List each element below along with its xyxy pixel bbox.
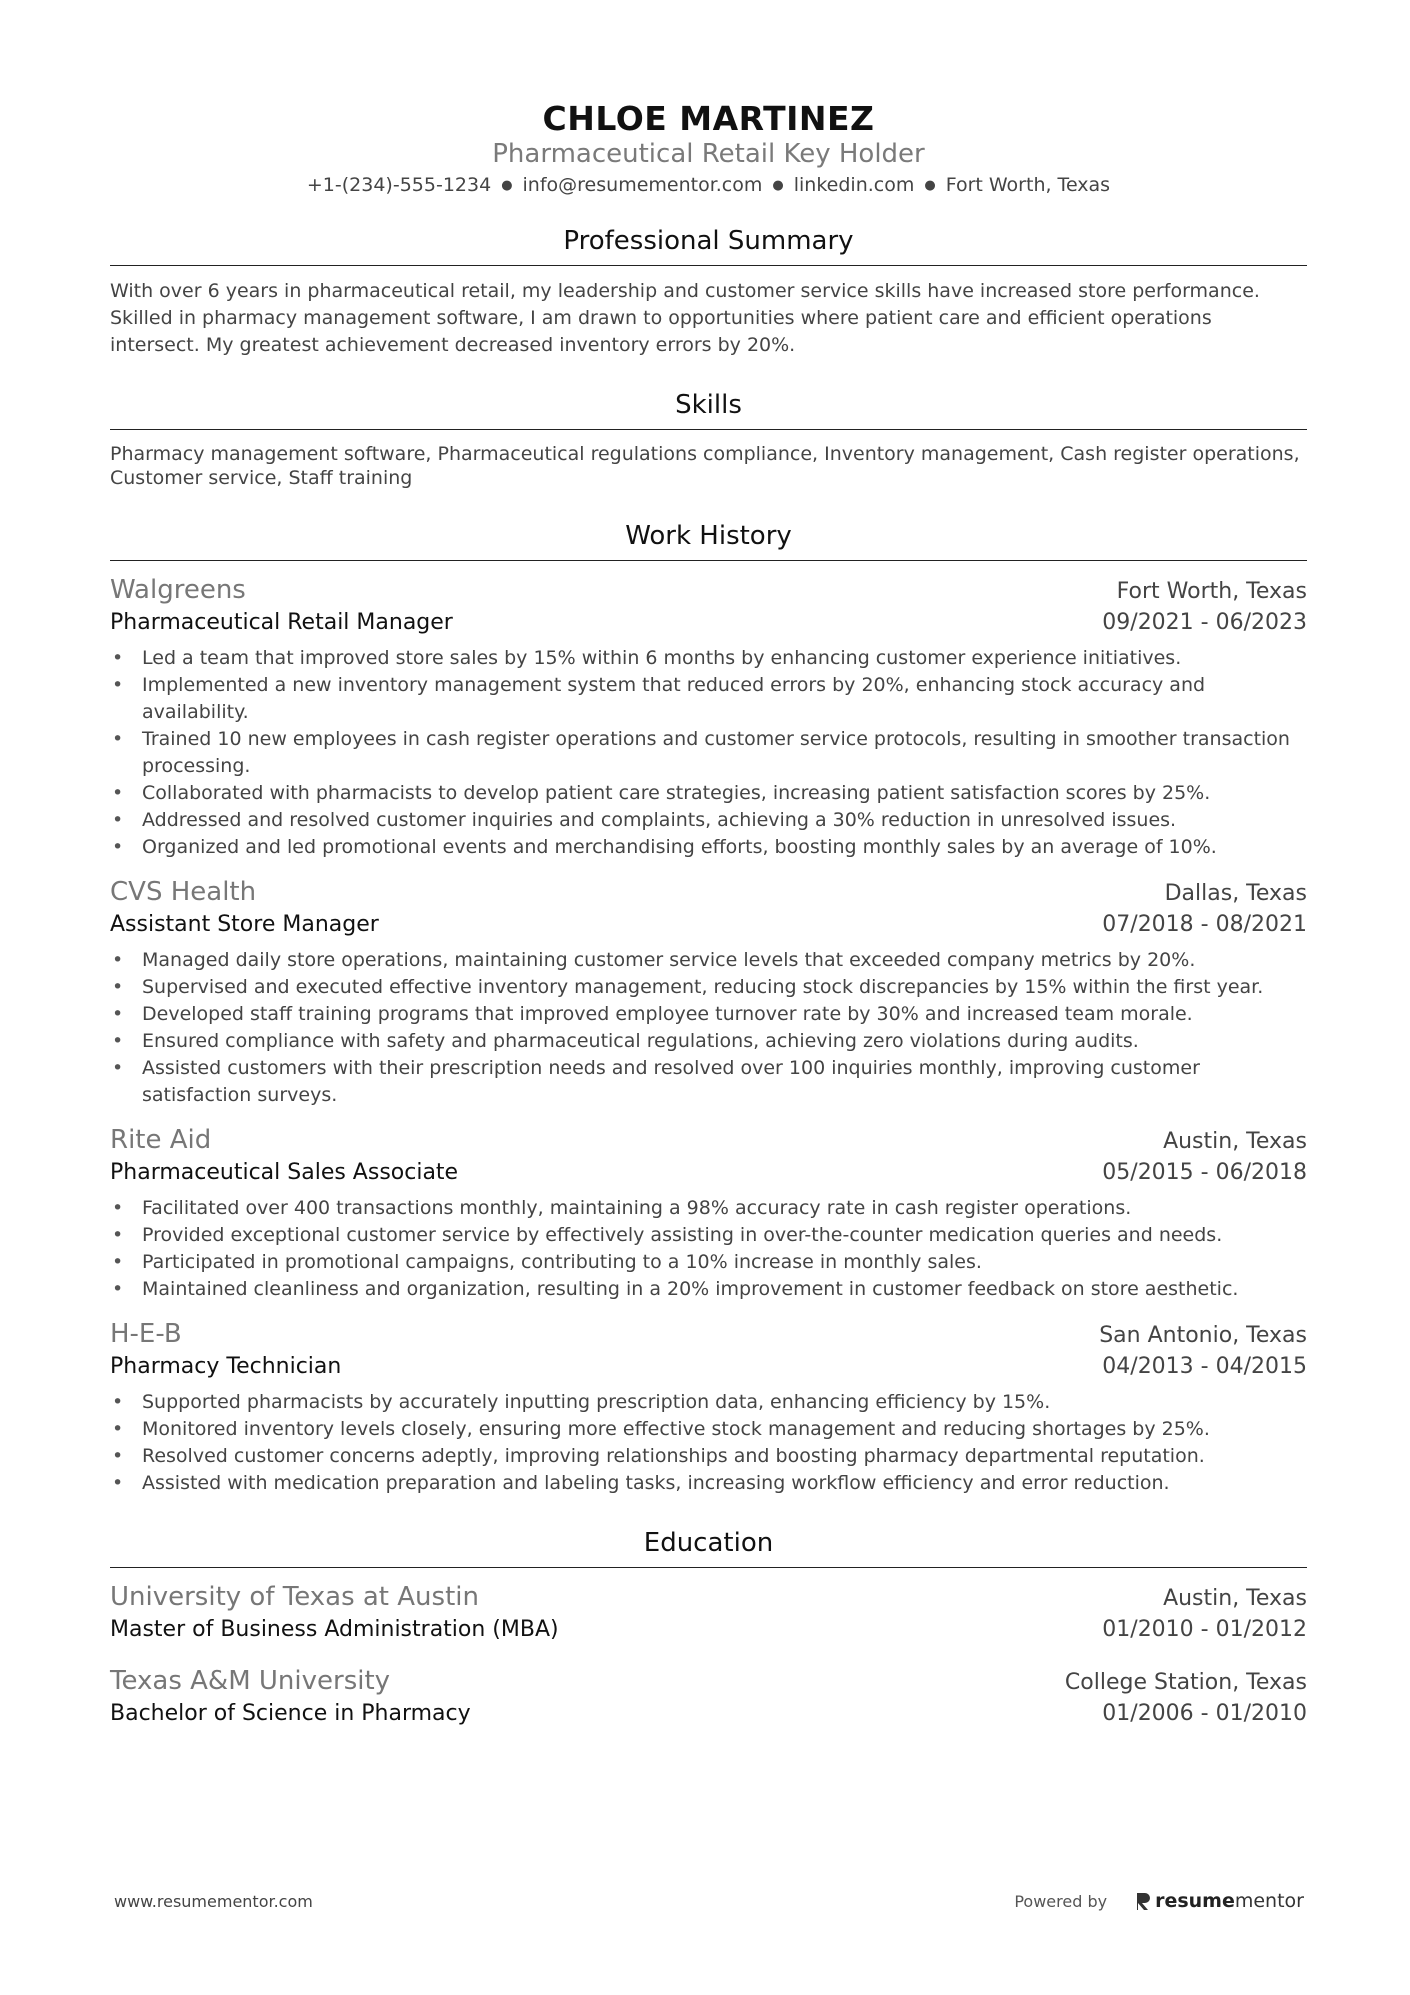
brand-bold: resume [1155, 1890, 1235, 1912]
contact-linkedin[interactable]: linkedin.com [793, 174, 915, 196]
job-location: Fort Worth, Texas [1116, 578, 1307, 604]
job-entry [110, 573, 1307, 861]
job-dates: 07/2018 - 08/2021 [1102, 911, 1307, 937]
education-section [110, 1527, 1307, 1730]
summary-text: With over 6 years in pharmaceutical retail, my leadership and customer service skills have increased store performance. Skilled in pharmacy management software, I am drawn to opportunities where patient care and efficient operations intersect. My greatest achievement decreased inventory errors by 20%. [110, 279, 1260, 356]
bullet-separator: ● [924, 177, 936, 193]
brand-light: mentor [1234, 1890, 1304, 1912]
job-entry [110, 1317, 1307, 1497]
job-bullets [110, 947, 1307, 1109]
job-header-row [110, 1123, 1307, 1157]
section-heading: Professional Summary [110, 225, 1307, 266]
section-heading: Skills [110, 389, 1307, 430]
footer [114, 1890, 1304, 1912]
job-bullets [110, 1389, 1307, 1497]
job-location: Austin, Texas [1163, 1128, 1307, 1154]
degree-name: Master of Business Administration (MBA) [110, 1616, 559, 1642]
job-header-row [110, 875, 1307, 909]
company-name: Rite Aid [110, 1124, 212, 1155]
company-name: H-E-B [110, 1318, 182, 1349]
job-bullet: • Organized and led promotional events and merchandising efforts, boosting monthly sales by an average of 10%. [110, 834, 1307, 861]
education-degree-row [110, 1614, 1307, 1646]
school-name: Texas A&M University [110, 1665, 391, 1696]
brand-logo[interactable] [1135, 1890, 1304, 1912]
powered-by-label: Powered by [1014, 1891, 1108, 1911]
education-dates: 01/2010 - 01/2012 [1102, 1616, 1307, 1642]
school-location: Austin, Texas [1163, 1585, 1307, 1611]
education-header-row [110, 1580, 1307, 1614]
job-dates: 05/2015 - 06/2018 [1102, 1159, 1307, 1185]
degree-name: Bachelor of Science in Pharmacy [110, 1700, 471, 1726]
job-bullets [110, 1195, 1307, 1303]
section-heading: Work History [110, 520, 1307, 561]
job-bullet: • Facilitated over 400 transactions monthly, maintaining a 98% accuracy rate in cash register operations. [110, 1195, 1307, 1222]
footer-website[interactable]: www.resumementor.com [114, 1891, 313, 1911]
job-header-row [110, 573, 1307, 607]
education-entry [110, 1580, 1307, 1646]
school-list [110, 1580, 1307, 1730]
job-title: Pharmacy Technician [110, 1353, 342, 1379]
bullet-separator: ● [772, 177, 784, 193]
summary-section [110, 225, 1307, 359]
section-heading: Education [110, 1527, 1307, 1568]
job-role-row [110, 607, 1307, 639]
contact-location: Fort Worth, Texas [945, 174, 1111, 196]
job-bullet: • Trained 10 new employees in cash register operations and customer service protocols, resulting in smoother transaction processing. [110, 726, 1307, 780]
job-bullet: • Developed staff training programs that improved employee turnover rate by 30% and increased team morale. [110, 1001, 1307, 1028]
contact-phone: +1-(234)-555-1234 [306, 174, 492, 196]
resumementor-logo-icon [1135, 1891, 1151, 1911]
work-section [110, 520, 1307, 1497]
job-role-row [110, 1351, 1307, 1383]
job-entry [110, 875, 1307, 1109]
resume-page [110, 98, 1307, 1730]
job-bullet: • Addressed and resolved customer inquiries and complaints, achieving a 30% reduction in unresolved issues. [110, 807, 1307, 834]
resume-header [110, 98, 1307, 199]
job-bullets [110, 645, 1307, 861]
candidate-name: CHLOE MARTINEZ [542, 99, 875, 138]
footer-brand-area [1014, 1890, 1304, 1912]
job-dates: 09/2021 - 06/2023 [1102, 609, 1307, 635]
bullet-separator: ● [501, 177, 513, 193]
job-bullet: • Provided exceptional customer service by effectively assisting in over-the-counter medication queries and needs. [110, 1222, 1307, 1249]
job-title: Assistant Store Manager [110, 911, 379, 937]
job-bullet: • Resolved customer concerns adeptly, improving relationships and boosting pharmacy departmental reputation. [110, 1443, 1307, 1470]
job-bullet: • Collaborated with pharmacists to develop patient care strategies, increasing patient satisfaction scores by 25%. [110, 780, 1307, 807]
education-entry [110, 1664, 1307, 1730]
job-bullet: • Assisted with medication preparation and labeling tasks, increasing workflow efficiency and error reduction. [110, 1470, 1307, 1497]
job-location: Dallas, Texas [1164, 880, 1307, 906]
education-dates: 01/2006 - 01/2010 [1102, 1700, 1307, 1726]
contact-line [110, 172, 1307, 199]
job-dates: 04/2013 - 04/2015 [1102, 1353, 1307, 1379]
job-bullet: • Monitored inventory levels closely, ensuring more effective stock management and reducing shortages by 25%. [110, 1416, 1307, 1443]
job-bullet: • Managed daily store operations, maintaining customer service levels that exceeded company metrics by 20%. [110, 947, 1307, 974]
skills-text: Pharmacy management software, Pharmaceutical regulations compliance, Inventory management, Cash register operations, Customer service, Staff training [110, 442, 1300, 489]
education-header-row [110, 1664, 1307, 1698]
job-bullet: • Implemented a new inventory management system that reduced errors by 20%, enhancing stock accuracy and availability. [110, 672, 1307, 726]
job-role-row [110, 909, 1307, 941]
job-role-row [110, 1157, 1307, 1189]
job-bullet: • Assisted customers with their prescription needs and resolved over 100 inquiries monthly, improving customer satisfaction surveys. [110, 1055, 1307, 1109]
job-entry [110, 1123, 1307, 1303]
school-location: College Station, Texas [1064, 1669, 1307, 1695]
job-bullet: • Supported pharmacists by accurately inputting prescription data, enhancing efficiency by 15%. [110, 1389, 1307, 1416]
job-list [110, 573, 1307, 1497]
school-name: University of Texas at Austin [110, 1581, 479, 1612]
job-title: Pharmaceutical Sales Associate [110, 1159, 459, 1185]
job-bullet: • Supervised and executed effective inventory management, reducing stock discrepancies by 15% within the first year. [110, 974, 1307, 1001]
company-name: Walgreens [110, 574, 246, 605]
job-header-row [110, 1317, 1307, 1351]
job-title: Pharmaceutical Retail Manager [110, 609, 453, 635]
job-bullet: • Maintained cleanliness and organization, resulting in a 20% improvement in customer feedback on store aesthetic. [110, 1276, 1307, 1303]
job-bullet: • Participated in promotional campaigns, contributing to a 10% increase in monthly sales. [110, 1249, 1307, 1276]
job-location: San Antonio, Texas [1099, 1322, 1307, 1348]
skills-section [110, 389, 1307, 490]
job-bullet: • Ensured compliance with safety and pharmaceutical regulations, achieving zero violations during audits. [110, 1028, 1307, 1055]
company-name: CVS Health [110, 876, 257, 907]
contact-email[interactable]: info@resumementor.com [522, 174, 763, 196]
education-degree-row [110, 1698, 1307, 1730]
job-bullet: • Led a team that improved store sales by 15% within 6 months by enhancing customer experience initiatives. [110, 645, 1307, 672]
candidate-title: Pharmaceutical Retail Key Holder [492, 139, 925, 169]
